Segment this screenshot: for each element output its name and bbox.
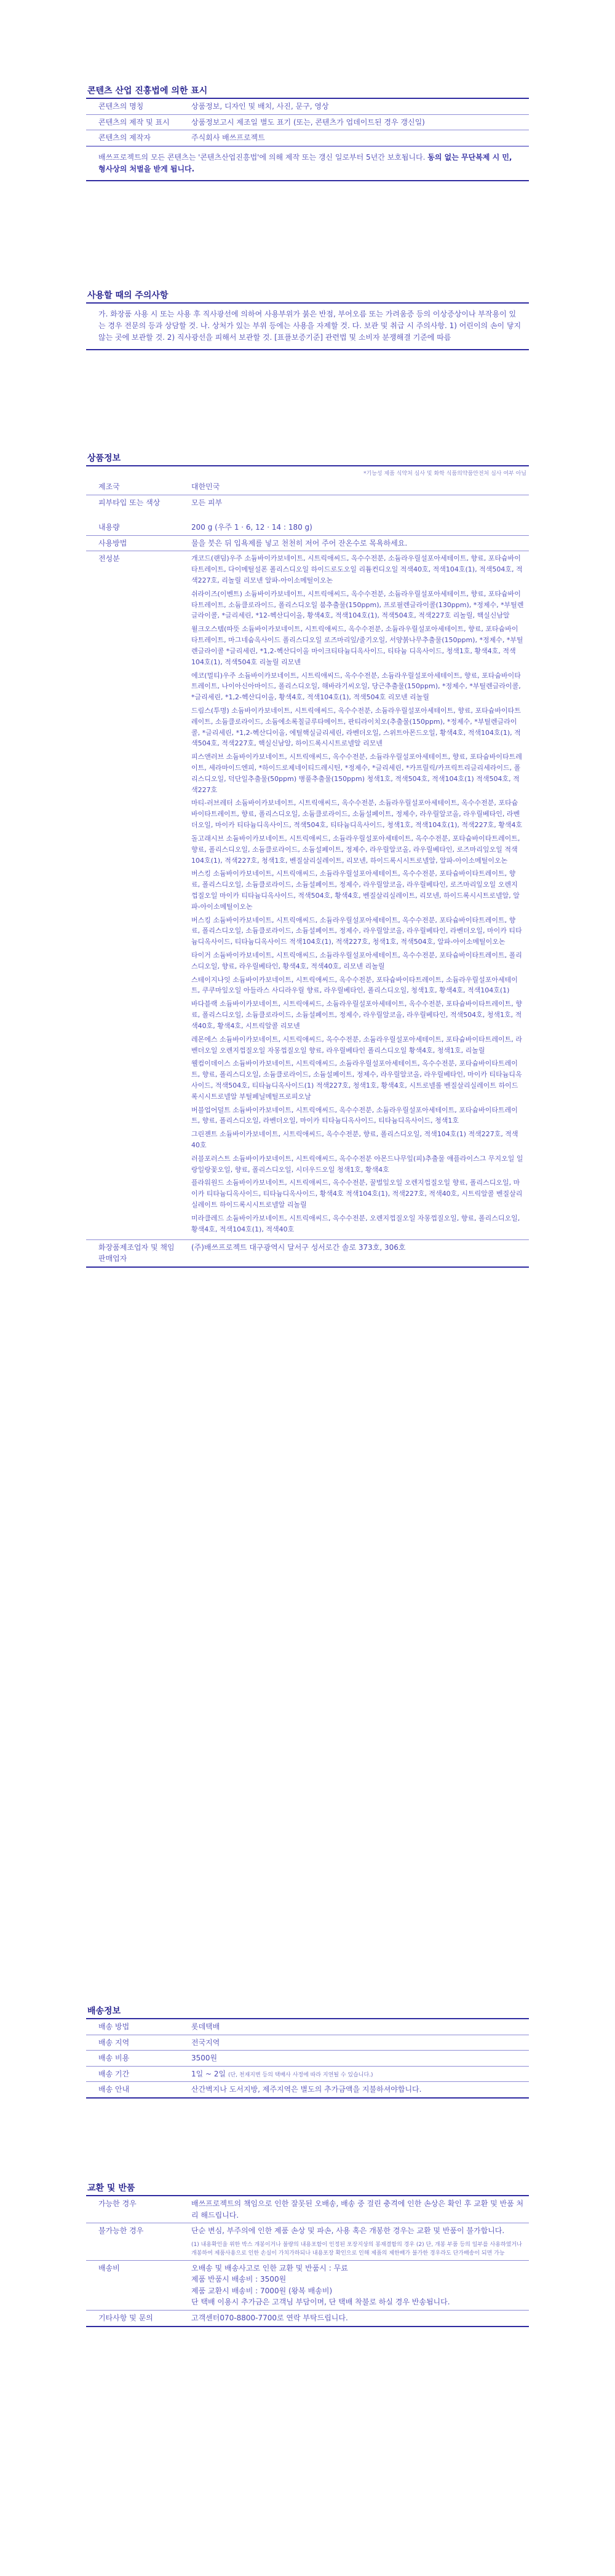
table-row: 배송 기간 1일 ~ 2일 (단, 천재지변 등의 택배사 사정에 따라 지연될 수 있습니다.) xyxy=(86,2066,529,2082)
list-item: 개코드(랜덤)우주 소듐바이카보네이트, 시트릭애씨드, 옥수수전분, 소듐라우릴설포아세테이트, 향료, 포타슘바이타트레이트, 다이메틸설폰 폴리스디오일 하이드로도오일 리튬컨디오일 적색40호, 적색104호(1), 적색504호, 적색227호, 리놀릴 리모넨 알파-아이소메틸이오논 xyxy=(191,554,523,584)
list-item: 마티-러브레터 소듐바이카보네이트, 시트릭애씨드, 옥수수전분, 소듐라우릴설포아세테이트, 옥수수전분, 포타슘바이타트레이트, 향료, 폴리스디오일, 소듐클로라이드, 소듐설페이트, 정제수, 라우릴알코올, 라우릴베타인, 라벤더오일, 마이카 티타늄디옥사이드, 적색504호, 티타늄디옥사이드, 청색1호, 적색104호(1), 적색227호, 황색4호 xyxy=(191,799,523,830)
table-row: 불가능한 경우 단순 변심, 부주의에 인한 제품 손상 및 파손, 사용 혹은 개봉한 경우는 교환 및 반품이 불가합니다. (1) 내용확인을 위한 박스 개봉이거나 불량의 내용포함이 인정된 포장지상의 봉재결함의 경우 (2) 단, 개봉 부품 등의 일부를 사용하였거나 개봉하여 제품사용으로 인한 손실이 가치가하되나 내용포장 확인으로 인해 제품의 제한배가 불가한 경우라도 단가배송이 되면 가능 xyxy=(86,2223,529,2260)
shipping-table xyxy=(86,2019,529,2099)
list-item: 쉬라이즈(이벤트) 소듐바이카보네이트, 시트릭애씨드, 옥수수전분, 소듐라우릴설포아세테이트, 향료, 포타슘바이타트레이트, 소듐클로라이드, 폴리스디오일 붐추출물(150ppm), 프로필렌글라이콜(130ppm), *정제수, *부틸렌글라이콜, *글리세린, *12-헥산디이올, 황색4호, 적색104호(1), 적색504호, 적색227호 리놀릴, 핵실신남알 xyxy=(191,589,524,620)
caution-section xyxy=(86,289,529,350)
table-row: 배송 비용 3500원 xyxy=(86,2051,529,2067)
list-item: 플라워원드 소듐바이카보네이트, 시트릭애씨드, 옥수수전분, 꿀벌잎오일 오렌지껍질오일 향료, 폴리스디오일, 마이카 티타늄디옥사이드, 티타늄디옥사이드, 황색4호 적색104호(1), 적색227호, 적색40호, 시트릭알콜 벤질살리실레이트 하이드록시시트로넬알 리놀릴 xyxy=(191,1179,523,1209)
section-title: 교환 및 반품 xyxy=(86,2181,529,2196)
list-item: 러블포러스트 소듐바이카보네이트, 시트릭애씨드, 옥수수전분 아몬드나무잎(피)추출물 애플라이스그 무지오일 일랑일랑꽃오일, 향료, 폴리스디오일, 시더우드오일 청색1호, 황색4호 xyxy=(191,1154,523,1174)
table-row: 콘텐츠의 제작자 주식회사 배쓰프로젝트 xyxy=(86,130,529,146)
list-item: 웰컴이데이스 소듐바이카보네이트, 시트릭애씨드, 소듐라우릴설포아세테이트, 옥수수전분, 포타슘바이타트레이트, 향료, 폴리스디오일, 소듐클로라이드, 소듐설페이트, 정제수, 라우릴알코올, 라우릴베타인, 마이카 티타늄디옥사이드, 적색504호, 티타늄디옥사이드(1) 적색227호, 청색1호, 황색4호, 시트로넬롤 벤질살리실레이트 하이드록시시트로넬알 부틸페닐메틸프로피오날 xyxy=(191,1059,522,1101)
list-item: 버스킹 소듐바이카보네이트, 시트릭애씨드, 소듐라우릴설포아세테이트, 옥수수전분, 포타슘바이타트레이트, 향료, 폴리스디오일, 소듐클로라이드, 소듐설페이트, 정제수, 라우릴알코올, 라우릴베타인, 라벤더오일, 마이카 티타늄디옥사이드, 티타늄디옥사이드 적색104호(1), 적색227호, 청색1호, 적색504호, 알파-아이소메틸이오논 xyxy=(191,916,522,946)
content-info-table xyxy=(86,99,529,146)
content-law-section xyxy=(86,84,529,181)
table-row: 가능한 경우 배쓰프로젝트의 책임으로 인한 잘못된 오배송, 배송 중 걸린 충격에 인한 손상은 확인 후 교환 및 반품 처리 해드립니다. xyxy=(86,2196,529,2223)
list-item: 스테이지나잇 소듐바이카보네이트, 시트릭애씨드, 옥수수전분, 포타슘바이타트레이트, 소듐라우릴설포아세테이트, 쿠쿠마잎오일 아들라스 사디라우릴 향료, 라우릴베타인, 폴리스디오일, 청색1호, 황색4호, 적색104호(1) xyxy=(191,975,518,995)
list-item: 미라클레드 소듐바이카보네이트, 시트릭애씨드, 옥수수전분, 오렌지껍질오일 자몽껍질오일, 향료, 폴리스디오일, 황색4호, 적색104호(1), 적색40호 xyxy=(191,1214,520,1233)
table-row: 제조국 대한민국 xyxy=(86,479,529,495)
table-row: 콘텐츠의 제작 및 표시 상품정보고시 제조일 별도 표기 (또는, 콘텐츠가 업데이트된 경우 갱신일) xyxy=(86,114,529,130)
list-item: 피스앤러브 소듐바이카보네이트, 시트릭애씨드, 옥수수전분, 소듐라우릴설포아세테이트, 향료, 포타슘바이타트레이트, 세라마이드엔피, *하이드로제네이티드레시틴, *정제수, *글리세린, *카프릴릭/카프릭트리글리세라이드, 폴리스디오일, 덕단일추출물(50ppm) 병풀추출물(150ppm) 청색1호, 적색504호, 적색104호(1) 적색504호, 적색227호 xyxy=(191,753,522,794)
section-title: 상품정보 xyxy=(86,452,529,466)
table-row: 화장품제조업자 및 책임판매업자 (주)배쓰프로젝트 대구광역시 달서구 성서로간 솔로 373호, 306호 xyxy=(86,1239,529,1267)
table-row: 피부타입 또는 색상 모든 피부 xyxy=(98,498,223,507)
list-item: 버스킹 소듐바이카보네이트, 시트릭애씨드, 소듐라우릴설포아세테이트, 옥수수전분, 포타슘바이타트레이트, 향료, 폴리스디오일, 소듐클로라이드, 소듐설페이트, 정제수, 라우릴알코올, 라우릴베타인, 로즈마리잎오일 오렌지껍질오일 마이카 티타늄디옥사이드, 적색504호, 황색4호, 벤질살리실레이트, 리모넨, 하이드록시시트로넬알, 알파-아이소메틸이오논 xyxy=(191,870,520,911)
list-item: 윌크오스템(따뜻 소듐바이카보네이트, 시트릭애씨드, 옥수수전분, 소듐라우릴설포아세테이트, 향료, 포타슘바이타트레이트, 마그네슘옥사이드 폴리스디오일 로즈마리잎/줄기오일, 서양붉나무추출물(150ppm), *정제수, *부틸렌글라이콜 *글리세린, *1,2-헥산디이올 마이크티타늄디옥사이드, 티타늄 디옥사이드, 청색1호, 황색4호, 적색104호(1), 적색504호 리놀릴 리모넨 xyxy=(191,625,523,666)
product-info-section xyxy=(86,452,529,1268)
functional-note: *기능성 제품 식약처 심사 및 화학 식품의약품안전처 심사 여부 아님 xyxy=(363,471,526,477)
list-item: 돌고래시브 소듐바이카보네이트, 시트릭애씨드, 소듐라우릴설포아세테이트, 옥수수전분, 포타슘바이타트레이트, 향료, 폴리스디오일, 소듐클로라이드, 소듐설페이트, 정제수, 라우릴알코올, 라우릴베타인, 로즈마리잎오일 적색104호(1), 적색227호, 청색1호, 벤질살리실레이트, 리모넨, 하이드록시시트로넬알, 알파-아이소메틸이오논 xyxy=(191,834,520,865)
table-row: 배송 안내 산간벽지나 도서지방, 제주지역은 별도의 추가금액을 지불하셔야합니다. xyxy=(98,2085,422,2094)
list-item: 레몬에스 소듐바이카보네이트, 시트릭애씨드, 옥수수전분, 소듐라우릴설포아세테이트, 포타슘바이타트레이트, 라벤더오일 오렌지껍질오일 자몽껍질오일 향료, 라우릴베타인 폴리스디오일 황색4호, 청색1호, 리놀릴 xyxy=(191,1035,522,1054)
list-item: 드림스(투명) 소듐바이카보네이트, 시트릭애씨드, 옥수수전분, 소듐라우릴설포아세테이트, 향료, 포타슘바이타트레이트, 소듐클로라이드, 소듐에소록칠글루타메이트, 판티라이치오(추출물(150ppm), *정제수, *부틸렌글라이콜, *글리세린, *1,2-헥산디이올, 에틸핵실글리세린, 라벤더오일, 스위트아몬드오일, 황색4호, 적색104호(1), 적색504호, 적색227호, 핵실신남알, 하이드록시시트로넬알 리모넨 xyxy=(191,706,521,748)
shipping-section xyxy=(86,2005,529,2099)
product-info-table xyxy=(86,479,529,1268)
table-row: 콘텐츠의 명칭 상품정보, 디자인 및 배치, 사진, 문구, 영상 xyxy=(86,99,529,114)
exchange-return-section xyxy=(86,2181,529,2327)
ingredients-list xyxy=(186,551,529,1239)
table-row: 기타사항 및 문의 고객센터070-8800-7700로 연락 부탁드립니다. xyxy=(98,2313,348,2322)
copyright-notice: 배쓰프로젝트의 모든 콘텐츠는 '콘텐츠산업진흥법'에 의해 제작 또는 갱신 일로부터 5년간 보호됩니다. 동의 없는 무단복제 시 민, 형사상의 처벌을 받게 됩니다. xyxy=(86,146,529,181)
table-row: 내용량 200 g (우주 1 · 6, 12 · 14 : 180 g) xyxy=(86,520,529,535)
section-title: 사용할 때의 주의사항 xyxy=(86,289,529,304)
section-title: 콘텐츠 산업 진흥법에 의한 표시 xyxy=(86,84,529,99)
table-row: 배송 방법 롯데택배 xyxy=(86,2019,529,2035)
list-item: 타이거 소듐바이카보네이트, 시트릭애씨드, 소듐라우릴설포아세테이트, 옥수수전분, 포타슘바이타트레이트, 폴리스디오일, 향료, 라우릴베타인, 황색4호, 적색40호, 리모넨 리놀릴 xyxy=(191,951,522,970)
table-row: 배송비 오배송 및 배송사고로 인한 교환 및 반품시 : 무료 제품 반품시 배송비 : 3500원 제품 교환시 배송비 : 7000원 (왕복 배송비) 단 택배 이용시 추가금은 고객님 부담이며, 단 택배 착불로 하실 경우 반송됩니다. xyxy=(86,2260,529,2310)
table-row: 배송 지역 전국지역 xyxy=(86,2035,529,2051)
table-row: 사용방법 물을 붓은 뒤 입욕제를 넣고 천천히 저어 주어 잔온수로 목욕하세요. xyxy=(86,535,529,551)
list-item: 에코(멀티)우주 소듐바이카보네이트, 시트릭애씨드, 옥수수전분, 소듐라우릴설포아세테이트, 향료, 포타슘바이타트레이트, 나이아신아마이드, 폴리스디오일, 해바라기씨오일, 당근추출물(150ppm), *정제수, *부틸렌글라이콜, *글리세린, *1,2-헥산디이올, 황색4호, 적색104호(1), 적색504호 리모넨 리놀릴 xyxy=(191,671,521,702)
caution-text: 가. 화장품 사용 시 또는 사용 후 직사광선에 의하여 사용부위가 붉은 반점, 부어오름 또는 가려움증 등의 이상증상이나 부작용이 있는 경우 전문의 등과 상담할 것. 나. 상처가 있는 부위 등에는 사용을 자제할 것. 다. 보관 및 취급 시 주의사항. 1) 어린이의 손이 닿지 않는 곳에 보관할 것. 2) 직사광선을 피해서 보관할 것. [표플보증기준] 관련법 및 소비자 분쟁해결 기준에 따름 xyxy=(86,304,529,350)
ingredients-row: 전성분 개코드(랜덤)우주 소듐바이카보네이트, 시트릭애씨드, 옥수수전분, 소듐라우릴설포아세테이트, 향료, 포타슘바이타트레이트, 다이메틸설폰 폴리스디오일 하이드로도오일 리튬컨디오일 적색40호, 적색104호(1), 적색504호, 적색227호, 리놀릴 리모넨 알파-아이소메틸이오논 쉬라이즈(이벤트) 소듐바이카보네이트, 시트릭애씨드, 옥수수전분, 소듐라우릴설포아세테이트, 향료, 포타슘바이타트레이트, 소듐클로라이드, 폴리스디오일 붐추출물(150ppm), 프로필렌글라이콜(130ppm), *정제수, *부틸렌글라이콜, *글리세린, *12-헥산디이올, 황색4호, 적색104호(1), 적색504호, 적색227호 리놀릴, 핵실신남알 윌크오스템(따뜻 소듐바이카보네이트, 시트릭애씨드, 옥수수전분, 소듐라우릴설포아세테이트, 향료, 포타슘바이타트레이트, 마그네슘옥사이드 폴리스디오일 로즈마리잎/줄기오일, 서양붉나무추출물(150ppm), *정제수, *부틸렌글라이콜 *글리세린, *1,2-헥산디이올 마이크티타늄디옥사이드, 티타늄 디옥사이드, 청색1호, 황색4호, 적색104호(1), 적색504호 리놀릴 리모넨 에코(멀티)우주 소듐바이카보네이트, 시트릭애씨드, 옥수수전분, 소듐라우릴설포아세테이트, 향료, 포타슘바이타트레이트, 나이아신아마이드, 폴리스디오일, 해바라기씨오일, 당근추출물(150ppm), *정제수, *부틸렌글라이콜, *글리세린, *1,2-헥산디이올, 황색4호, 적색104호(1), 적색504호 리모넨 리놀릴 드림스(투명) 소듐바이카보네이트, 시트릭애씨드, 옥수수전분, 소듐라우릴설포아세테이트, 향료, 포타슘바이타트레이트, 소듐클로라이드, 소듐에소록칠글루타메이트, 판티라이치오(추출물(150ppm), *정제수, *부틸렌글라이콜, *글리세린, *1,2-헥산디이올, 에틸핵실글리세린, 라벤더오일, 스위트아몬드오일, 황색4호, 적색104호(1), 적색504호, 적색227호, 핵실신남알, 하이드록시시트로넬알 리모넨 피스앤러브 소듐바이카보네이트, 시트릭애씨드, 옥수수전분, 소듐라우릴설포아세테이트, 향료, 포타슘바이타트레이트, 세라마이드엔피, *하이드로제네이티드레시틴, *정제수, *글리세린, *카프릴릭/카프릭트리글리세라이드, 폴리스디오일, 덕단일추출물(50ppm) 병풀추출물(150ppm) 청색1호, 적색504호, 적색104호(1) 적색504호, 적색227호 마티-러브레터 소듐바이카보네이트, 시트릭애씨드, 옥수수전분, 소듐라우릴설포아세테이트, 옥수수전분, 포타슘바이타트레이트, 향료, 폴리스디오일, 소듐클로라이드, 소듐설페이트, 정제수, 라우릴알코올, 라우릴베타인, 라벤더오일, 마이카 티타늄디옥사이드, 적색504호, 티타늄디옥사이드, 청색1호, 적색104호(1), 적색227호, 황색4호 돌고래시브 소듐바이카보네이트, 시트릭애씨드, 소듐라우릴설포아세테이트, 옥수수전분, 포타슘바이타트레이트, 향료, 폴리스디오일, 소듐클로라이드, 소듐설페이트, 정제수, 라우릴알코올, 라우릴베타인, 로즈마리잎오일 적색104호(1), 적색227호, 청색1호, 벤질살리실레이트, 리모넨, 하이드록시시트로넬알, 알파-아이소메틸이오논 버스킹 소듐바이카보네이트, 시트릭애씨드, 소듐라우릴설포아세테이트, 옥수수전분, 포타슘바이타트레이트, 향료, 폴리스디오일, 소듐클로라이드, 소듐설페이트, 정제수, 라우릴알코올, 라우릴베타인, 로즈마리잎오일 오렌지껍질오일 마이카 티타늄디옥사이드, 적색504호, 황색4호, 벤질살리실레이트, 리모넨, 하이드록시시트로넬알, 알파-아이소메틸이오논 버스킹 소듐바이카보네이트, 시트릭애씨드, 소듐라우릴설포아세테이트, 옥수수전분, 포타슘바이타트레이트, 향료, 폴리스디오일, 소듐클로라이드, 소듐설페이트, 정제수, 라우릴알코올, 라우릴베타인, 라벤더오일, 마이카 티타늄디옥사이드, 티타늄디옥사이드 적색104호(1), 적색227호, 청색1호, 적색504호, 알파-아이소메틸이오논 타이거 소듐바이카보네이트, 시트릭애씨드, 소듐라우릴설포아세테이트, 옥수수전분, 포타슘바이타트레이트, 폴리스디오일, 향료, 라우릴베타인, 황색4호, 적색40호, 리모넨 리놀릴 스테이지나잇 소듐바이카보네이트, 시트릭애씨드, 옥수수전분, 포타슘바이타트레이트, 소듐라우릴설포아세테이트, 쿠쿠마잎오일 아들라스 사디라우릴 향료, 라우릴베타인, 폴리스디오일, 청색1호, 황색4호, 적색104호(1) 바다블랙 소듐바이카보네이트, 시트릭애씨드, 소듐라우릴설포아세테이트, 옥수수전분, 포타슘바이타트레이트, 향료, 폴리스디오일, 소듐클로라이드, 소듐설페이트, 정제수, 라우릴알코올, 라우릴베타인, 적색504호, 청색1호, 적색40호, 황색4호, 시트릭알콜 리모넨 레몬에스 소듐바이카보네이트, 시트릭애씨드, 옥수수전분, 소듐라우릴설포아세테이트, 포타슘바이타트레이트, 라벤더오일 오렌지껍질오일 자몽껍질오일 향료, 라우릴베타인 폴리스디오일 황색4호, 청색1호, 리놀릴 웰컴이데이스 소듐바이카보네이트, 시트릭애씨드, 소듐라우릴설포아세테이트, 옥수수전분, 포타슘바이타트레이트, 향료, 폴리스디오일, 소듐클로라이드, 소듐설페이트, 정제수, 라우릴알코올, 라우릴베타인, 마이카 티타늄디옥사이드, 적색504호, 티타늄디옥사이드(1) 적색227호, 청색1호, 황색4호, 시트로넬롤 벤질살리실레이트 하이드록시시트로넬알 부틸페닐메틸프로피오날 버블업어덜트 소듐바이카보네이트, 시트릭애씨드, 옥수수전분, 소듐라우릴설포아세테이트, 포타슘바이타트레이트, 향료, 폴리스디오일, 라벤더오일, 마이카 티타늄디옥사이드, 티타늄디옥사이드, 청색1호 그린젠트 소듐바이카보네이트, 시트릭애씨드, 옥수수전분, 향료, 폴리스디오일, 적색104호(1) 적색227호, 적색40호 러블포러스트 소듐바이카보네이트, 시트릭애씨드, 옥수수전분 아몬드나무잎(피)추출물 애플라이스그 무지오일 일랑일랑꽃오일, 향료, 폴리스디오일, 시더우드오일 청색1호, 황색4호 플라워원드 소듐바이카보네이트, 시트릭애씨드, 옥수수전분, 꿀벌잎오일 오렌지껍질오일 향료, 폴리스디오일, 마이카 티타늄디옥사이드, 티타늄디옥사이드, 황색4호 적색104호(1), 적색227호, 적색40호, 시트릭알콜 벤질살리실레이트 하이드록시시트로넬알 리놀릴 미라클레드 소듐바이카보네이트, 시트릭애씨드, 옥수수전분, 오렌지껍질오일 자몽껍질오일, 향료, 폴리스디오일, 황색4호, 적색104호(1), 적색40호 xyxy=(86,551,529,1239)
list-item: 바다블랙 소듐바이카보네이트, 시트릭애씨드, 소듐라우릴설포아세테이트, 옥수수전분, 포타슘바이타트레이트, 향료, 폴리스디오일, 소듐클로라이드, 소듐설페이트, 정제수, 라우릴알코올, 라우릴베타인, 적색504호, 청색1호, 적색40호, 황색4호, 시트릭알콜 리모넨 xyxy=(191,1000,522,1030)
section-title: 배송정보 xyxy=(86,2005,529,2019)
list-item: 그린젠트 소듐바이카보네이트, 시트릭애씨드, 옥수수전분, 향료, 폴리스디오일, 적색104호(1) 적색227호, 적색40호 xyxy=(191,1130,518,1149)
list-item: 버블업어덜트 소듐바이카보네이트, 시트릭애씨드, 옥수수전분, 소듐라우릴설포아세테이트, 포타슘바이타트레이트, 향료, 폴리스디오일, 라벤더오일, 마이카 티타늄디옥사이드, 티타늄디옥사이드, 청색1호 xyxy=(191,1105,518,1125)
exchange-table xyxy=(86,2196,529,2327)
